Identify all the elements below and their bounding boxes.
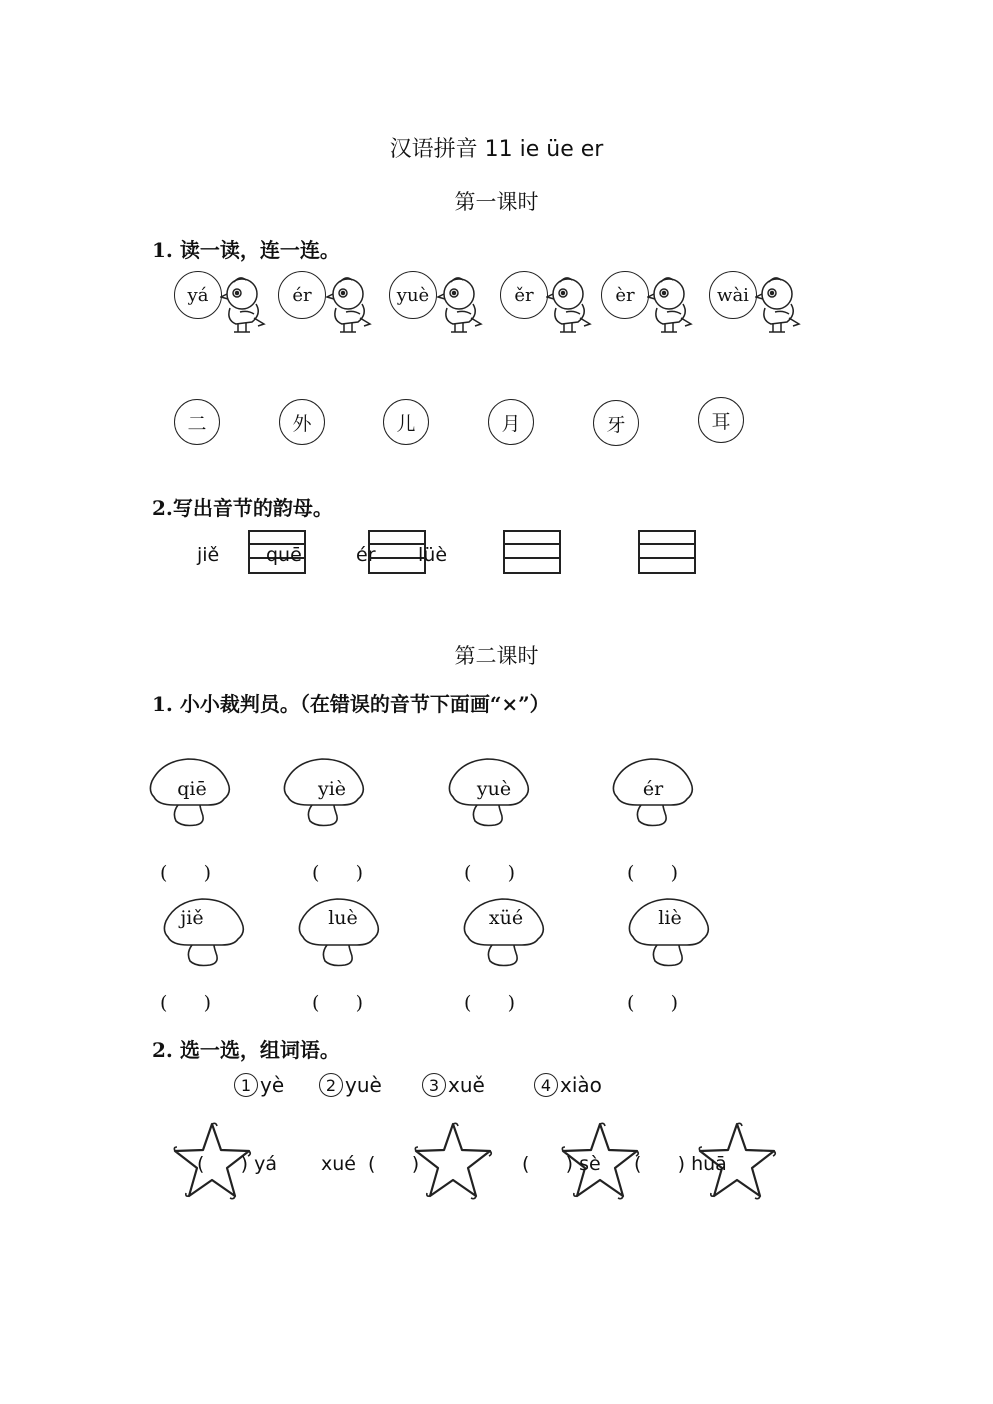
bird-icon (220, 274, 266, 336)
character-circle[interactable]: 月 (488, 399, 534, 445)
answer-parenthesis[interactable]: ( ) (160, 862, 212, 884)
mushroom-syllable: ér (642, 778, 664, 800)
mushroom-syllable: yiè (317, 778, 347, 800)
option-1: 1 yè (234, 1073, 284, 1097)
syllable-label: lüè (418, 544, 448, 566)
bird-icon (546, 274, 592, 336)
word-item[interactable]: ( ) sè (522, 1153, 601, 1175)
mushroom-syllable: xüé (488, 907, 524, 929)
character-circle[interactable]: 牙 (593, 400, 639, 446)
answer-parenthesis[interactable]: ( ) (627, 992, 679, 1014)
character-circle[interactable]: 儿 (383, 399, 429, 445)
character-circle[interactable]: 二 (174, 399, 220, 445)
mushroom-syllable: yuè (476, 778, 512, 800)
word-item[interactable]: ( ) yá (197, 1153, 277, 1175)
lesson2-q1-heading: 1. 小小裁判员。（在错误的音节下面画“×”） (152, 692, 550, 716)
four-line-box[interactable] (503, 530, 561, 574)
bird-icon (647, 274, 693, 336)
lesson2-q2-heading: 2. 选一选，组词语。 (152, 1038, 340, 1062)
pinyin-circle[interactable]: ér (278, 271, 326, 319)
page-title: 汉语拼音 11 ie üe er (389, 137, 604, 162)
pinyin-circle[interactable]: yá (174, 271, 222, 319)
bird-icon (437, 274, 483, 336)
bird-icon (755, 274, 801, 336)
option-3: 3 xuě (422, 1073, 485, 1097)
syllable-label: quē (266, 544, 302, 566)
mushroom-syllable: qiē (177, 778, 207, 800)
mushroom-syllable: liè (658, 907, 682, 929)
character-circle[interactable]: 耳 (698, 397, 744, 443)
mushroom-syllable: luè (328, 907, 358, 929)
word-item[interactable]: xué ( ) (321, 1153, 420, 1175)
pinyin-circle[interactable]: èr (601, 271, 649, 319)
syllable-label: jiě (197, 544, 220, 566)
answer-parenthesis[interactable]: ( ) (464, 862, 516, 884)
lesson1-q1-heading: 1. 读一读，连一连。 (152, 238, 340, 262)
character-circle[interactable]: 外 (279, 399, 325, 445)
pinyin-circle[interactable]: yuè (389, 271, 437, 319)
four-line-box[interactable] (638, 530, 696, 574)
option-2: 2 yuè (319, 1073, 382, 1097)
lesson2-subtitle: 第二课时 (454, 644, 539, 668)
bird-icon (326, 274, 372, 336)
answer-parenthesis[interactable]: ( ) (627, 862, 679, 884)
answer-parenthesis[interactable]: ( ) (464, 992, 516, 1014)
mushroom-syllable: jiě (180, 907, 204, 929)
lesson1-subtitle: 第一课时 (454, 190, 539, 214)
word-item[interactable]: ( ) huā (634, 1153, 727, 1175)
pinyin-circle[interactable]: ěr (500, 271, 548, 319)
answer-parenthesis[interactable]: ( ) (312, 862, 364, 884)
lesson1-q2-heading: 2.写出音节的韵母。 (152, 496, 333, 520)
answer-parenthesis[interactable]: ( ) (160, 992, 212, 1014)
syllable-label: ér (356, 544, 376, 566)
option-4: 4 xiào (534, 1073, 602, 1097)
pinyin-circle[interactable]: wài (709, 271, 757, 319)
star-icon (413, 1121, 493, 1201)
answer-parenthesis[interactable]: ( ) (312, 992, 364, 1014)
